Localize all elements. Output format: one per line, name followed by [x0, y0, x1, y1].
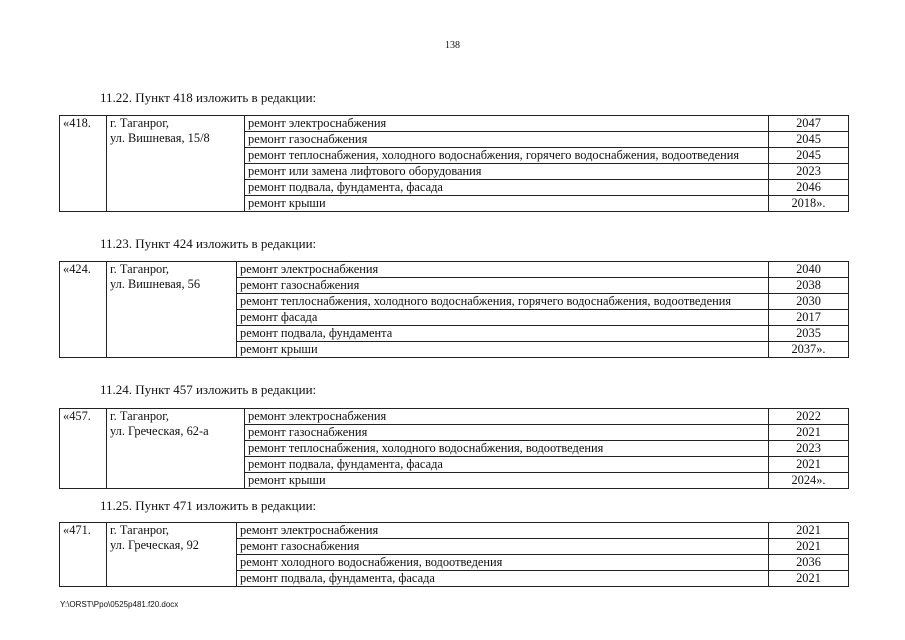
work-cell: ремонт газоснабжения: [237, 278, 769, 294]
year-cell: 2021: [769, 457, 849, 473]
address-street: ул. Греческая, 62-а: [110, 424, 209, 438]
table-row: [60, 262, 849, 278]
year-cell: 2021: [769, 571, 849, 587]
page-number: 138: [445, 40, 460, 51]
year-cell: 2038: [769, 278, 849, 294]
year-cell: 2036: [769, 555, 849, 571]
work-cell: ремонт холодного водоснабжения, водоотведения: [237, 555, 769, 571]
year-cell: 2030: [769, 294, 849, 310]
amendment-table: [59, 115, 849, 212]
address-city: г. Таганрог,: [110, 262, 170, 276]
work-cell: ремонт теплоснабжения, холодного водоснабжения, водоотведения: [245, 441, 769, 457]
section-heading: 11.23. Пункт 424 изложить в редакции:: [100, 236, 317, 251]
year-cell: 2045: [769, 148, 849, 164]
section-heading: 11.25. Пункт 471 изложить в редакции:: [100, 498, 317, 513]
year-cell: 2035: [769, 326, 849, 342]
year-cell: 2045: [769, 132, 849, 148]
year-cell: 2022: [769, 409, 849, 425]
table-row: [60, 523, 849, 539]
work-cell: ремонт электроснабжения: [245, 409, 769, 425]
year-cell: 2040: [769, 262, 849, 278]
work-cell: ремонт фасада: [237, 310, 769, 326]
address-street: ул. Вишневая, 56: [110, 277, 201, 291]
work-cell: ремонт крыши: [245, 196, 769, 212]
work-cell: ремонт теплоснабжения, холодного водоснабжения, горячего водоснабжения, водоотведения: [245, 148, 769, 164]
work-cell: ремонт электроснабжения: [237, 262, 769, 278]
item-number: «457.: [60, 409, 107, 489]
year-cell: 2021: [769, 539, 849, 555]
work-cell: ремонт электроснабжения: [245, 116, 769, 132]
year-cell: 2046: [769, 180, 849, 196]
address-cell: [107, 523, 237, 587]
address-city: г. Таганрог,: [110, 409, 170, 423]
year-cell: 2017: [769, 310, 849, 326]
address-street: ул. Греческая, 92: [110, 538, 199, 552]
address-cell: [107, 262, 237, 358]
work-cell: ремонт подвала, фундамента: [237, 326, 769, 342]
work-cell: ремонт теплоснабжения, холодного водоснабжения, горячего водоснабжения, водоотведения: [237, 294, 769, 310]
work-cell: ремонт газоснабжения: [245, 132, 769, 148]
address-street: ул. Вишневая, 15/8: [110, 131, 210, 145]
year-cell: 2037».: [769, 342, 849, 358]
year-cell: 2047: [769, 116, 849, 132]
address-city: г. Таганрог,: [110, 116, 170, 130]
work-cell: ремонт электроснабжения: [237, 523, 769, 539]
work-cell: ремонт подвала, фундамента, фасада: [237, 571, 769, 587]
year-cell: 2023: [769, 164, 849, 180]
year-cell: 2021: [769, 523, 849, 539]
year-cell: 2024».: [769, 473, 849, 489]
work-cell: ремонт газоснабжения: [237, 539, 769, 555]
work-cell: ремонт газоснабжения: [245, 425, 769, 441]
address-cell: [107, 409, 245, 489]
year-cell: 2021: [769, 425, 849, 441]
table-row: [60, 409, 849, 425]
amendment-table: [59, 522, 849, 587]
item-number: «471.: [60, 523, 107, 587]
amendment-table: [59, 261, 849, 358]
work-cell: ремонт подвала, фундамента, фасада: [245, 180, 769, 196]
work-cell: ремонт подвала, фундамента, фасада: [245, 457, 769, 473]
year-cell: 2018».: [769, 196, 849, 212]
address-cell: [107, 116, 245, 212]
work-cell: ремонт или замена лифтового оборудования: [245, 164, 769, 180]
table-row: [60, 116, 849, 132]
section-heading: 11.22. Пункт 418 изложить в редакции:: [100, 90, 317, 105]
item-number: «424.: [60, 262, 107, 358]
address-city: г. Таганрог,: [110, 523, 170, 537]
document-file-path: Y:\ORST\Ppo\0525p481.f20.docx: [60, 600, 179, 609]
work-cell: ремонт крыши: [237, 342, 769, 358]
section-heading: 11.24. Пункт 457 изложить в редакции:: [100, 382, 317, 397]
year-cell: 2023: [769, 441, 849, 457]
amendment-table: [59, 408, 849, 489]
item-number: «418.: [60, 116, 107, 212]
work-cell: ремонт крыши: [245, 473, 769, 489]
